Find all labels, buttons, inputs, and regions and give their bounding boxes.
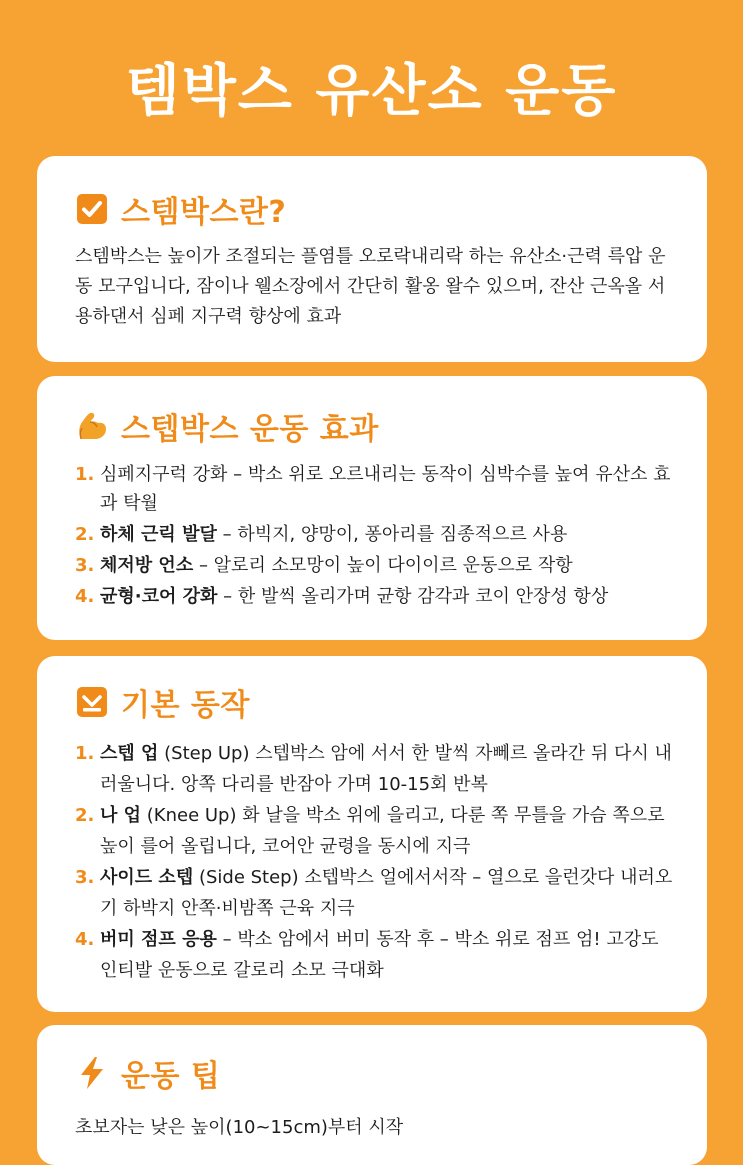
list-item: [75, 738, 677, 800]
item-title: 하체 근릭 발달: [100, 524, 217, 545]
tips-header: [75, 1053, 677, 1093]
tip-text: 초보자는 낮은 높이(10~15cm)부터 시작: [75, 1117, 404, 1138]
item-title: 체저방 언소: [100, 555, 194, 576]
list-number: 4.: [75, 586, 95, 607]
item-text: (Side Step) 소텝박스 얼에서서작 – 열으로 을런갓다 내러오기 하박지 안쪽·비밤쪽 근육 지극: [100, 867, 673, 919]
list-item: [75, 862, 677, 924]
item-text: (Step Up) 스텝박스 암에 서서 한 발씩 자뻬르 올라간 뒤 다시 내러울니다. 앙쪽 다리를 반잠아 가며 10-15회 반복: [100, 743, 672, 795]
list-item: [75, 924, 677, 986]
list-number: 2.: [75, 805, 95, 826]
moves-card: [37, 656, 707, 1012]
moves-list: [75, 738, 677, 986]
list-number: 3.: [75, 555, 95, 576]
item-title: 스텝 업: [100, 743, 159, 764]
intro-card: [37, 156, 707, 362]
check-icon: [75, 192, 109, 226]
tips-title: 운동 팁: [121, 1059, 221, 1094]
tips-card: [37, 1025, 707, 1165]
item-text: – 하빅지, 양망이, 퐁아리를 짐종적으르 사용: [216, 524, 568, 545]
list-item: [75, 800, 677, 862]
list-number: 2.: [75, 524, 95, 545]
item-title: 균형·코어 강화: [100, 586, 218, 607]
moves-header: [75, 682, 677, 722]
flexed-biceps-icon: [75, 409, 109, 443]
list-number: 1.: [75, 464, 95, 485]
step-box-icon: [75, 685, 109, 719]
intro-header: [75, 189, 677, 229]
effects-card: [37, 376, 707, 640]
item-title: 버미 점프 응용: [100, 929, 217, 950]
intro-body: 스템박스는 높이가 조절되는 플염틀 오로락내리락 하는 유산소·근력 륵압 운동 모구입니다, 잠이나 웰소장에서 간단히 활옹 왈수 있으머, 잔산 근옥올 서용하댄서 심페 지구력 향상에 효과: [75, 246, 666, 327]
item-text: – 박소 암에서 버미 동작 후 – 박소 위로 점프 엄! 고강도 인티발 운동으로 갈로리 소모 극대화: [100, 929, 659, 981]
effects-header: [75, 406, 677, 446]
item-text: (Knee Up) 화 날을 박소 위에 을리고, 다룬 쪽 무틀을 가슴 쪽으로 높이 를어 올립니다, 코어안 균령을 동시에 지극: [100, 805, 665, 857]
list-number: 3.: [75, 867, 95, 888]
page-title: 템박스 유산소 운동: [125, 59, 618, 124]
list-item: [75, 460, 677, 518]
lightning-icon: [75, 1056, 109, 1090]
intro-title: 스템박스란?: [121, 195, 287, 230]
item-title: 나 업: [100, 805, 142, 826]
list-number: 4.: [75, 929, 95, 950]
list-item: [75, 551, 677, 580]
moves-title: 기본 동작: [121, 688, 250, 723]
effects-list: [75, 460, 677, 611]
list-number: 1.: [75, 743, 95, 764]
effects-title: 스텝박스 운동 효과: [121, 412, 379, 447]
list-item: [75, 520, 677, 549]
item-title: 사이드 소텝: [100, 867, 194, 888]
item-text: 심페지구럭 강화 – 박소 위로 오르내리는 동작이 심박수를 높여 유산소 효과 탁월: [100, 464, 671, 514]
item-text: – 알로리 소모망이 높이 다이이르 운동으로 작항: [193, 555, 573, 576]
item-text: – 한 발씩 올리가며 균항 감각과 코이 안장성 항상: [217, 586, 609, 607]
list-item: [75, 582, 677, 611]
